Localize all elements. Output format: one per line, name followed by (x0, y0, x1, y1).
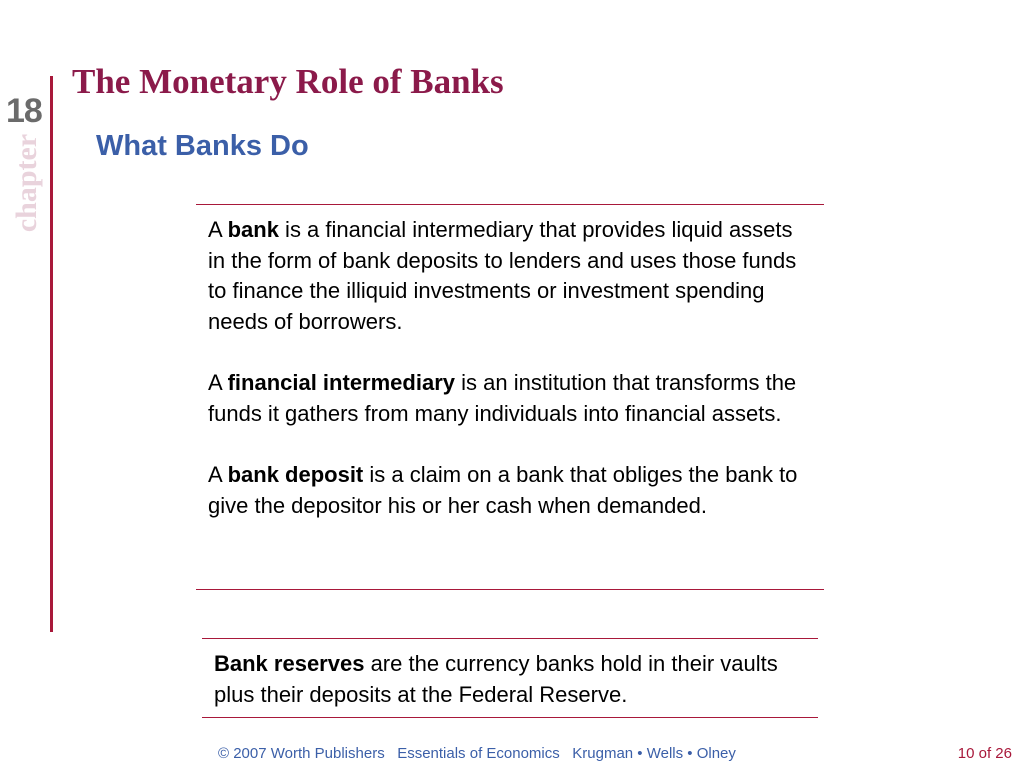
definition-text: is an institution that transforms the funds it gathers from many individuals into financial assets. (208, 370, 797, 426)
definition-term: financial intermediary (227, 370, 455, 395)
definition-bank-deposit (208, 460, 812, 521)
definition-term: Bank reserves (214, 651, 365, 676)
chapter-label: chapter (10, 133, 43, 233)
definition-term: bank deposit (227, 462, 364, 487)
definition-text: is a claim on a bank that obliges the bank to give the depositor his or her cash when demanded. (208, 462, 798, 518)
definition-financial-intermediary (208, 368, 812, 429)
definition-text: are the currency banks hold in their vaults plus their deposits at the Federal Reserve. (214, 651, 778, 707)
chapter-number: 18 (6, 92, 42, 130)
reserves-box (202, 638, 818, 718)
sidebar-divider (50, 76, 53, 632)
definition-prefix: A (208, 462, 228, 487)
definition-text: is a financial intermediary that provides liquid assets in the form of bank deposits to lenders and uses those funds to finance the illiquid investments or investment spending needs of borrowers. (208, 217, 797, 334)
definition-bank-reserves (214, 649, 806, 710)
definitions-box (196, 204, 824, 590)
definition-prefix: A (208, 370, 228, 395)
slide-title: The Monetary Role of Banks (72, 62, 504, 101)
definition-bank (208, 215, 812, 337)
page-number: 10 of 26 (957, 745, 1012, 762)
definition-term: bank (227, 217, 279, 242)
slide-subtitle: What Banks Do (96, 130, 309, 162)
footer-credit: © 2007 Worth Publishers Essentials of Economics Krugman • Wells • Olney (218, 745, 736, 762)
definition-prefix: A (208, 217, 228, 242)
